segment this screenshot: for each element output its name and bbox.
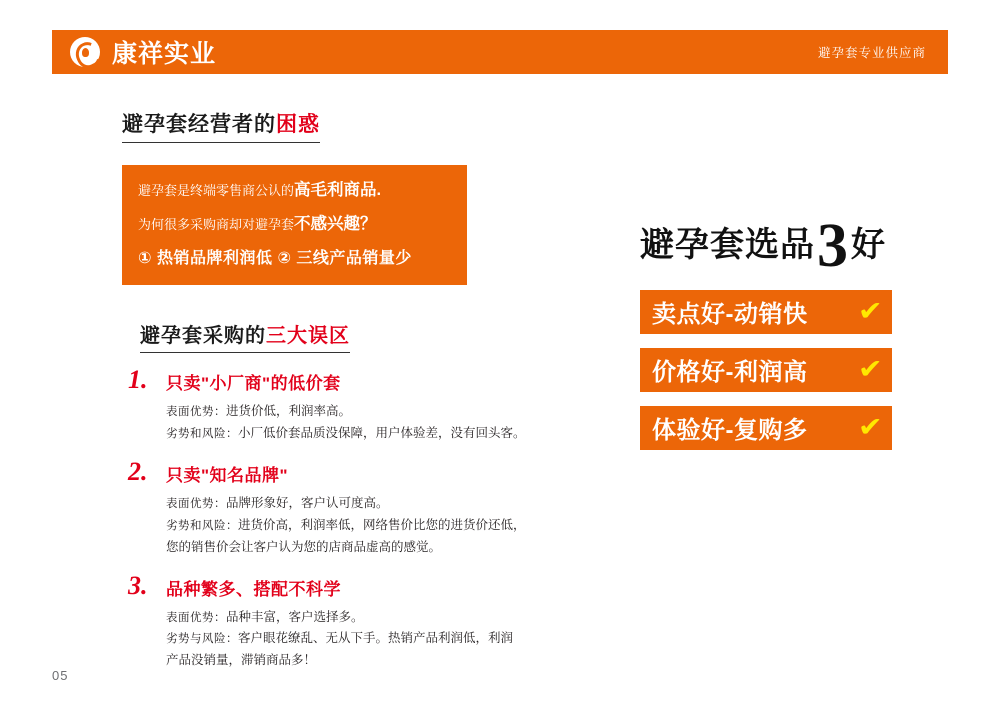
mistake-number: 3. [128,570,148,600]
mistake-heading: 品种繁多、搭配不科学 [166,579,341,599]
mistake-body [166,401,602,445]
page-title-highlight: 困惑 [276,113,320,136]
right-heading-number: 3 [817,212,849,280]
benefit-item-2 [640,348,892,392]
mistake-heading: 只卖"知名品牌" [166,465,289,485]
page-title-prefix: 避孕套经营者的 [122,113,276,136]
mistake-text-risk: 进货价高，利润率低，网络售价比您的进货价还低， [238,517,526,532]
mistake-number: 1. [128,365,148,395]
mistake-text-advantage: 品牌形象好，客户认可度高。 [226,495,389,510]
mistake-label-advantage: 表面优势： [166,497,226,510]
callout-line-1-normal: 避孕套是终端零售商公认的 [138,183,295,198]
mistake-label-risk: 劣势和风险： [166,519,238,532]
subsection-title-prefix: 避孕套采购的 [140,325,266,348]
callout-line-1-strong: 高毛利商品. [294,181,382,199]
mistake-text-advantage: 进货价低，利润率高。 [226,404,352,419]
right-heading-part2: 好 [851,226,886,264]
mistake-row [166,493,602,515]
callout-box [122,165,467,285]
benefit-label: 体验好-复购多 [652,417,808,445]
mistake-row [166,607,602,629]
mistake-row [166,423,602,445]
check-icon: ✔ [857,354,884,385]
page-number: 05 [52,668,69,683]
mistake-heading: 只卖"小厂商"的低价套 [166,374,341,394]
callout-line-2-normal: 为何很多采购商却对避孕套 [138,217,295,233]
mistake-item [122,570,602,673]
swirl-logo-icon [70,37,100,67]
left-column [122,108,602,672]
mistake-row [166,401,602,423]
benefit-label: 价格好-利润高 [652,359,808,387]
right-heading-part1: 避孕套选品 [640,226,815,264]
subsection-title [140,319,350,353]
benefit-label: 卖点好-动销快 [652,301,808,329]
mistake-body [166,607,602,673]
right-column [640,212,940,450]
mistake-item [122,365,602,445]
mistake-text-risk-cont: 您的销售价会让客户认为您的店商品虚高的感觉。 [166,539,442,554]
benefit-item-3 [640,406,892,450]
mistake-label-advantage: 表面优势： [166,611,226,624]
check-icon: ✔ [857,296,884,327]
subsection-title-highlight: 三大误区 [266,325,350,348]
mistake-label-advantage: 表面优势： [166,406,226,419]
callout-line-2 [138,213,451,235]
mistake-label-risk: 劣势和风险： [166,428,238,440]
page-title [122,108,320,143]
check-icon: ✔ [857,412,884,443]
header-tagline: 避孕套专业供应商 [817,46,926,60]
mistake-text-advantage: 品种丰富，客户选择多。 [226,609,364,624]
mistake-item [122,456,602,559]
mistake-row [166,515,602,537]
mistake-text-risk-cont: 产品没销量，滞销商品多！ [166,653,317,668]
callout-line-2-strong: 不感兴趣？ [294,215,377,234]
mistake-text-risk: 小厂低价套品质没保障，用户体验差，没有回头客。 [238,426,526,440]
callout-line-3: ① 热销品牌利润低 ② 三线产品销量少 [138,249,412,267]
mistake-row [166,628,602,650]
mistake-body [166,493,602,559]
benefit-item-1 [640,290,892,334]
header-bar [52,30,948,74]
callout-line-1 [138,179,451,201]
mistake-text-risk: 客户眼花缭乱、无从下手。热销产品利润低，利润 [238,631,514,646]
right-heading [640,212,940,280]
mistake-label-risk: 劣势与风险： [166,633,238,646]
mistake-number: 2. [128,456,148,486]
brand-name: 康祥实业 [112,40,217,68]
